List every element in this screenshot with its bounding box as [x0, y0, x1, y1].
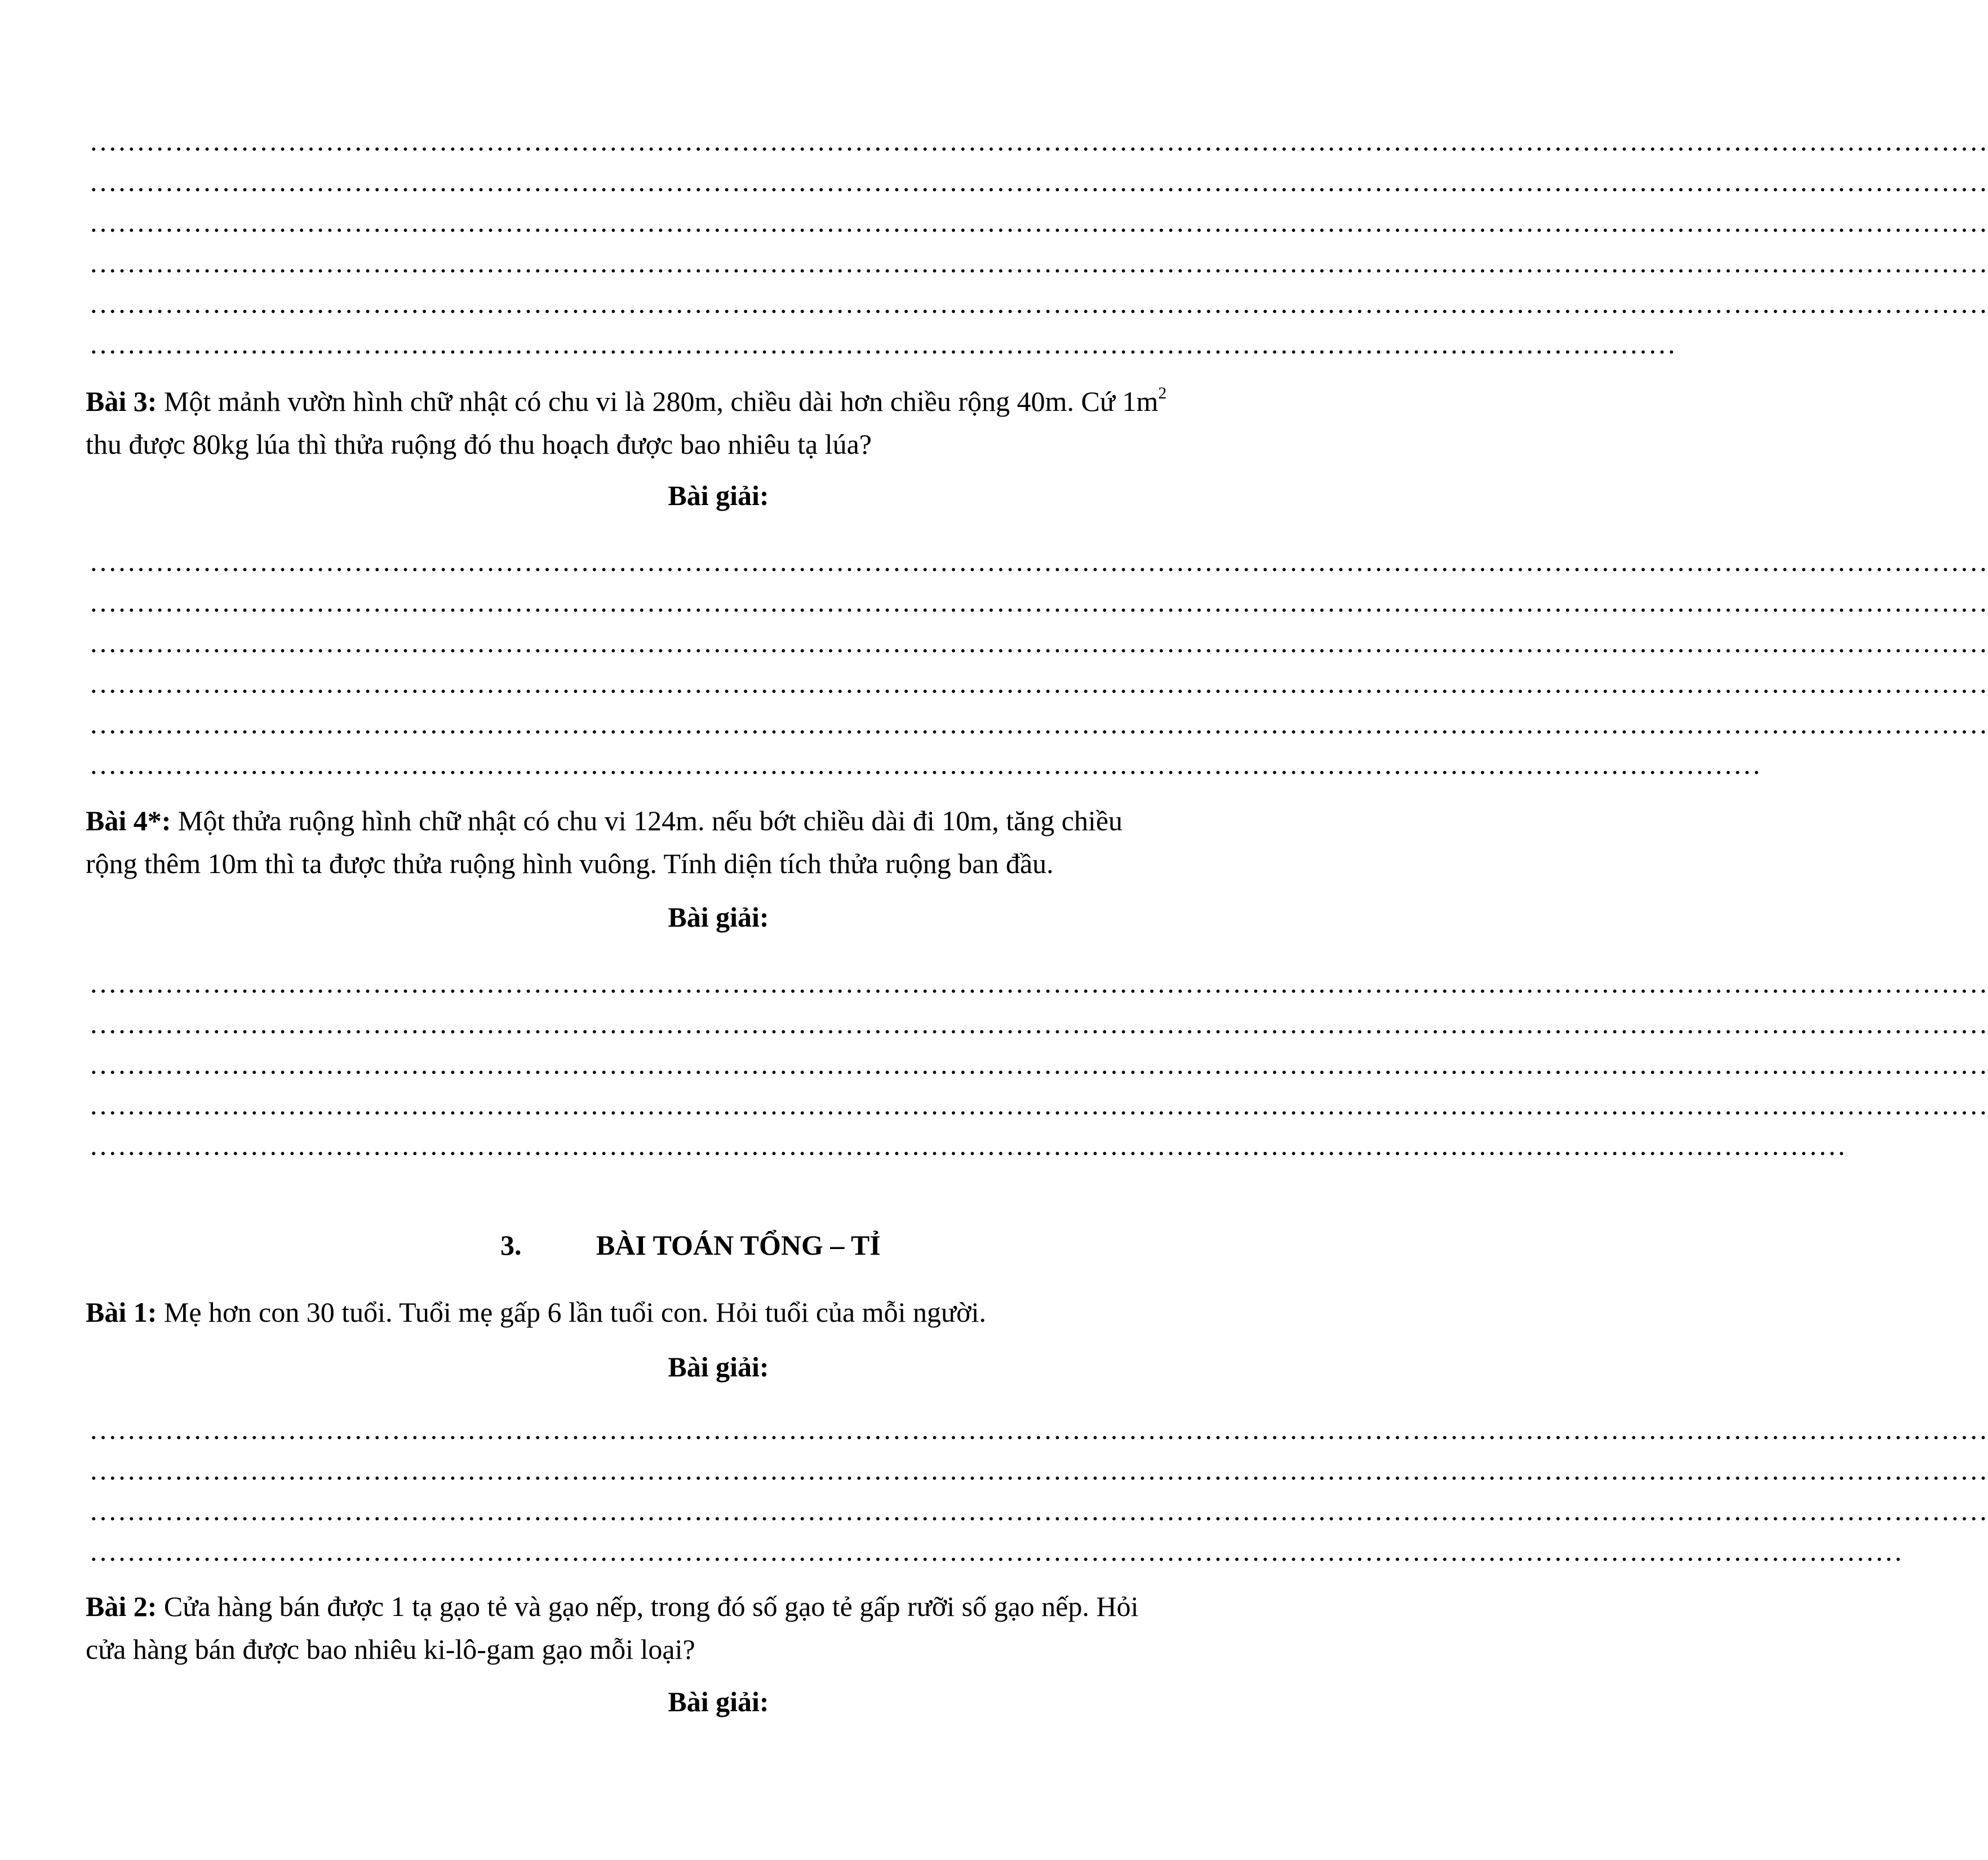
section-problem-2-text [86, 1585, 1354, 1671]
problem-3-label: Bài 3: [86, 386, 157, 417]
answer-line: ………………………………………………………………………………………………………………………………………………………………………………… [89, 967, 1988, 999]
section-title: BÀI TOÁN TỔNG – TỈ [596, 1229, 881, 1261]
problem-4-line1: Một thửa ruộng hình chữ nhật có chu vi 124m. nếu bớt chiều dài đi 10m, tăng chiều [171, 805, 1123, 836]
answer-line: ………………………………………………………………………………………………………………………………………………………………………………… [89, 627, 1988, 658]
section-problem-1-label: Bài 1: [86, 1296, 157, 1328]
problem-4-text [86, 799, 1354, 885]
answer-line: ………………………………………………………………………………………………………………………………………………………………………………… [89, 1048, 1988, 1080]
answer-line: ………………………………………………………………………………………………………………………………………………………………………………… [89, 206, 1988, 238]
section-problem-1-body: Mẹ hơn con 30 tuổi. Tuổi mẹ gấp 6 lần tuổi con. Hỏi tuổi của mỗi người. [157, 1296, 986, 1328]
problem-3-line2: thu được 80kg lúa thì thửa ruộng đó thu hoạch được bao nhiêu tạ lúa? [86, 428, 872, 460]
answer-line: ………………………………………………………………………………………………………………………………………………………………………………… [89, 287, 1988, 319]
answer-line: ………………………………………………………………………………………………………………………………………………………………………………… [89, 166, 1988, 197]
answer-line: ………………………………………………………………………………………………………………………………………………………………………… [89, 1535, 1903, 1567]
answer-line: ………………………………………………………………………………………………………………………………………………………………………………… [89, 546, 1988, 577]
problem-3-text [86, 380, 1354, 466]
section-problem-2-line1: Cửa hàng bán được 1 tạ gạo tẻ và gạo nếp, trong đó số gạo tẻ gấp rưỡi số gạo nếp. Hỏi [157, 1591, 1139, 1622]
answer-line: ………………………………………………………………………………………………………………………………………………………………………………… [89, 1414, 1988, 1445]
answer-line: ………………………………………………………………………………………………………………………………………………………………………………… [89, 247, 1988, 278]
answer-line: ………………………………………………………………………………………………………………………………………………………………………………… [89, 1454, 1988, 1486]
solution-heading: Bài giải: [668, 901, 769, 933]
problem-4-label: Bài 4*: [86, 805, 171, 836]
solution-heading: Bài giải: [668, 1351, 769, 1383]
section-problem-2-label: Bài 2: [86, 1591, 157, 1622]
solution-heading: Bài giải: [668, 480, 769, 511]
answer-line: …………………………………………………………………………………………………………………………………………………… [89, 328, 1676, 360]
section-problem-1-text [86, 1291, 1354, 1334]
answer-line: ………………………………………………………………………………………………………………………………………………………………………………… [89, 1089, 1988, 1121]
answer-line: ………………………………………………………………………………………………………………………………………………………………………………… [89, 586, 1988, 618]
answer-line: ………………………………………………………………………………………………………………………………………………………………………………… [89, 708, 1988, 739]
problem-4-line2: rộng thêm 10m thì ta được thửa ruộng hình vuông. Tính diện tích thửa ruộng ban đầu. [86, 848, 1054, 879]
answer-line: ………………………………………………………………………………………………………………………………………………………………………………… [89, 667, 1988, 699]
problem-3-line1: Một mảnh vườn hình chữ nhật có chu vi là 280m, chiều dài hơn chiều rộng 40m. Cứ 1m [157, 386, 1159, 417]
superscript-2: 2 [1158, 384, 1167, 402]
section-problem-2-line2: cửa hàng bán được bao nhiêu ki-lô-gam gạo mỗi loại? [86, 1633, 695, 1665]
solution-heading: Bài giải: [668, 1686, 769, 1717]
answer-line: …………………………………………………………………………………………………………………………………………………………………… [89, 1130, 1847, 1161]
answer-line: …………………………………………………………………………………………………………………………………………………………… [89, 749, 1761, 780]
section-number: 3. [500, 1229, 522, 1261]
answer-line: ………………………………………………………………………………………………………………………………………………………………………………… [89, 1008, 1988, 1039]
answer-line: ………………………………………………………………………………………………………………………………………………………………………………… [89, 125, 1988, 157]
answer-line: ………………………………………………………………………………………………………………………………………………………………………………… [89, 1495, 1988, 1526]
